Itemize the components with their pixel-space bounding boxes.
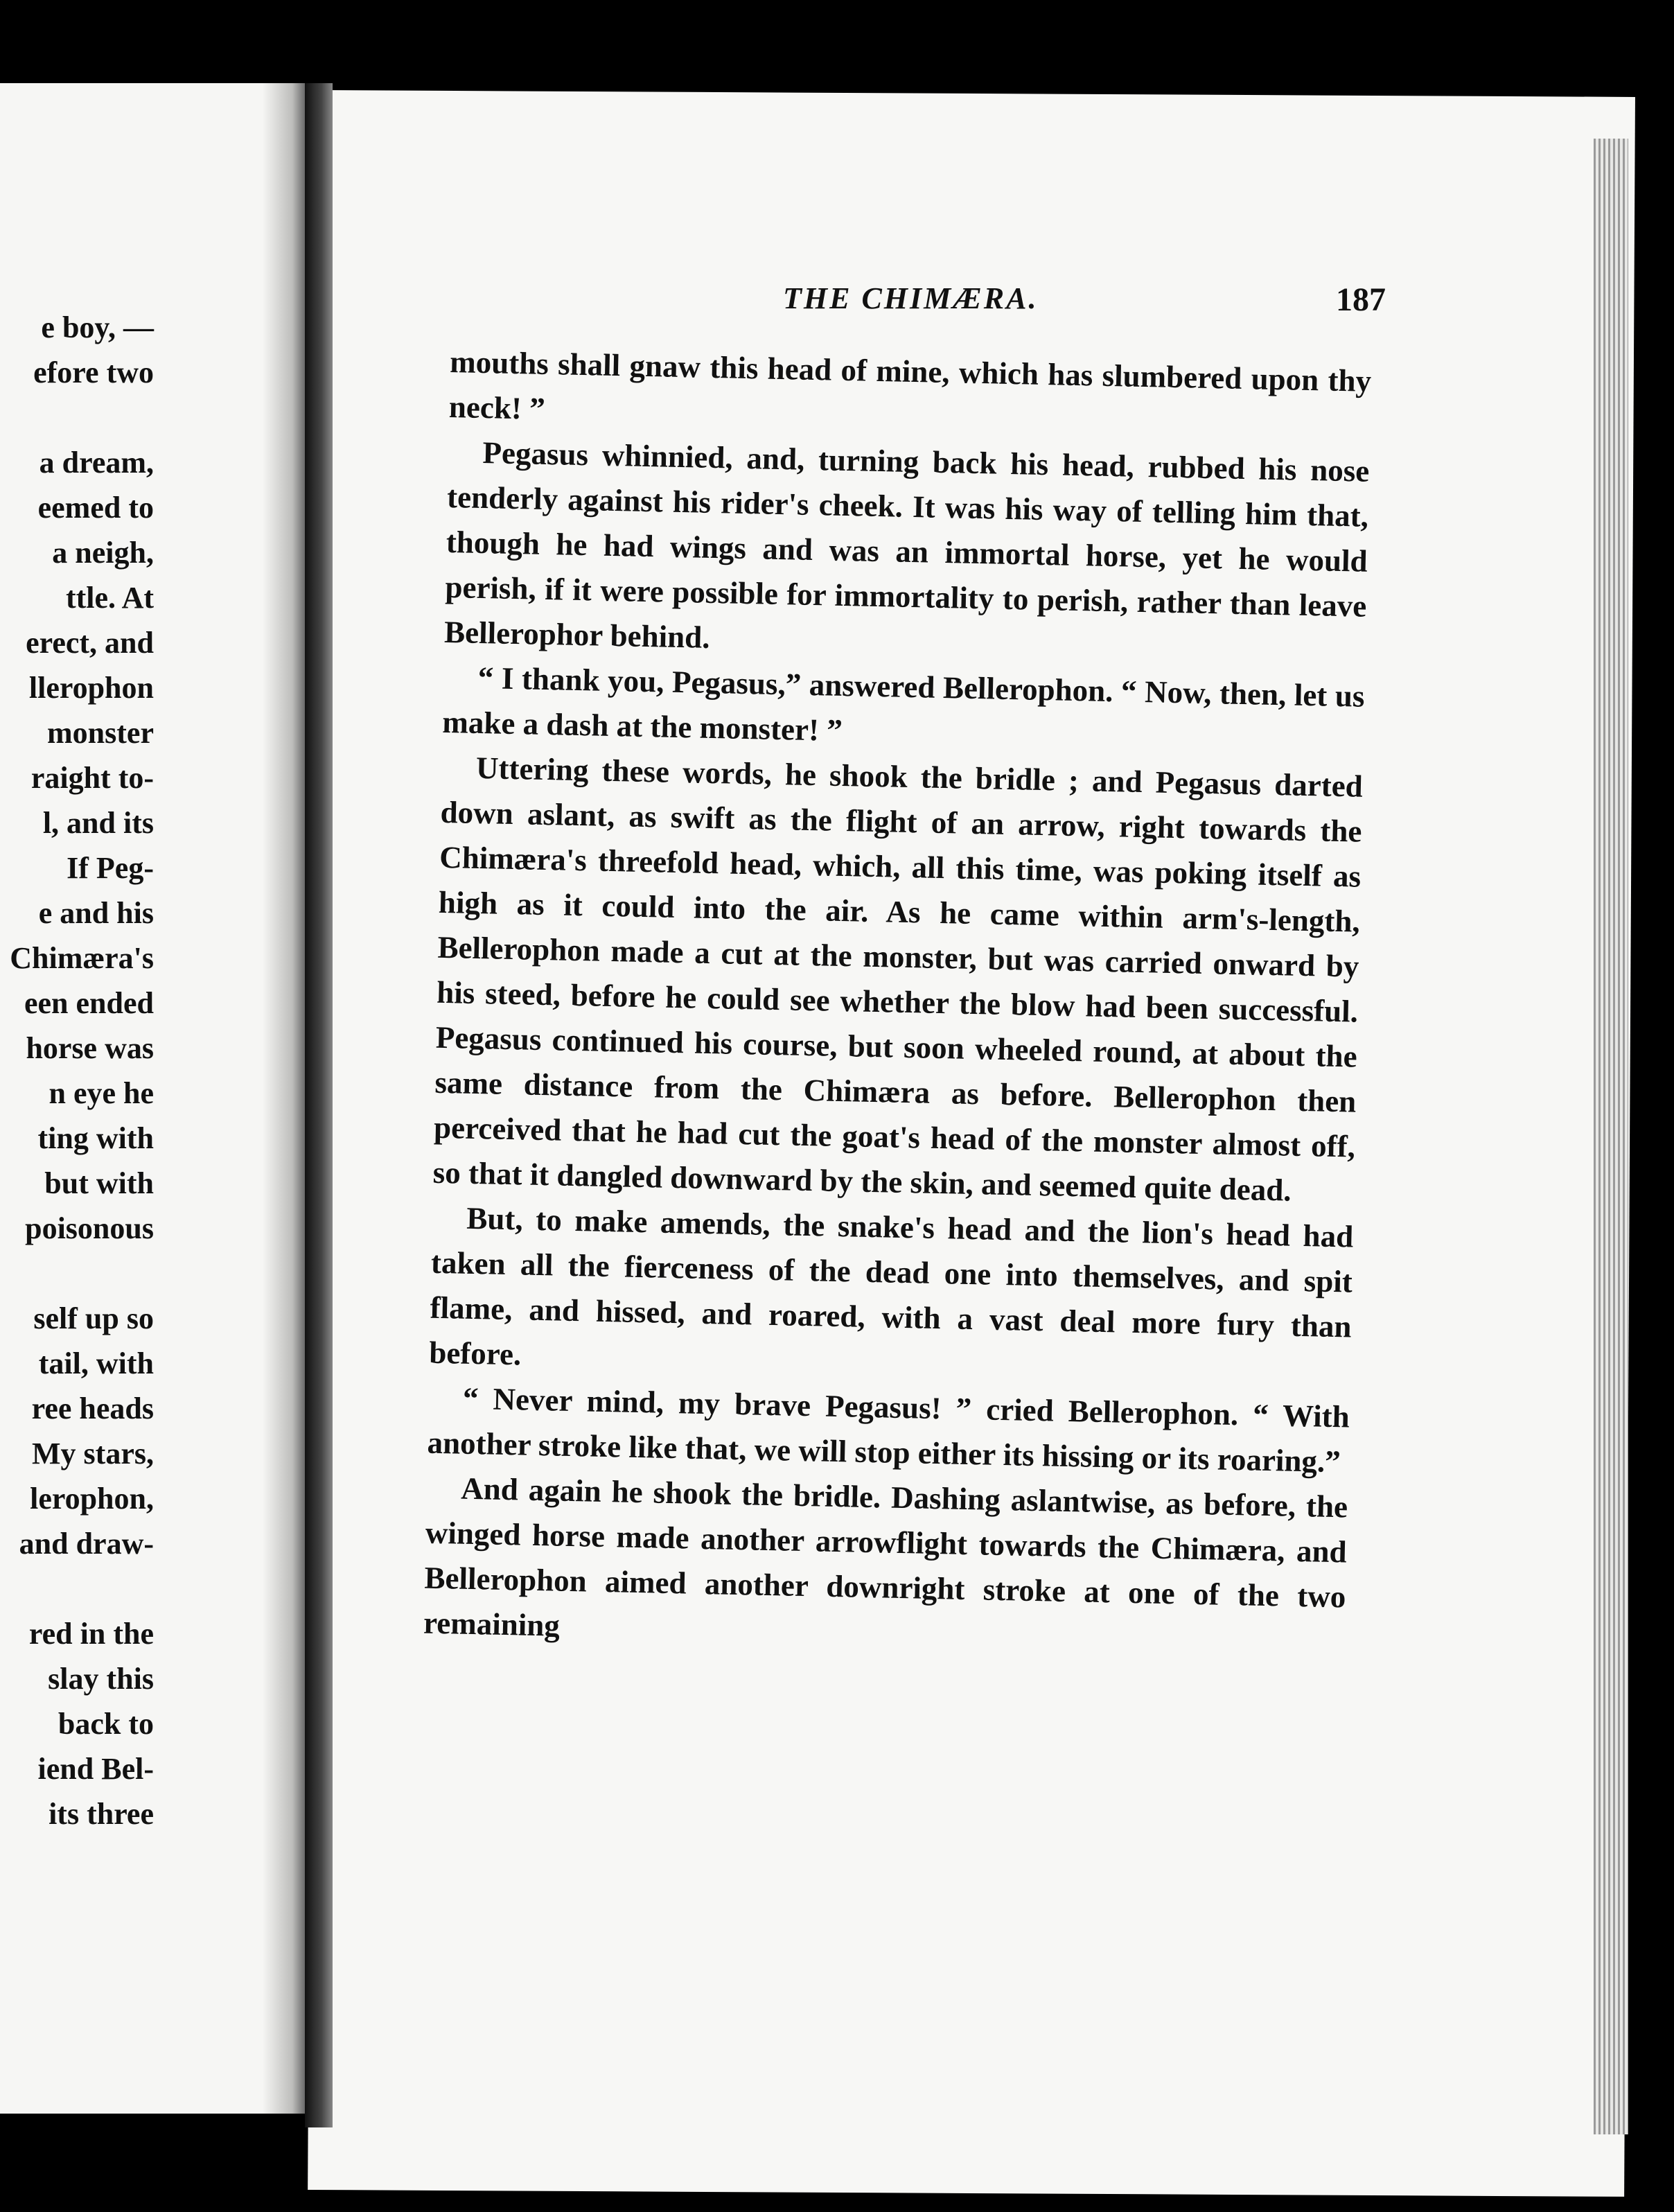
running-title: THE CHIMÆRA. [783,281,1039,315]
left-page-line: n eye he [49,1076,154,1110]
left-page-line: Chimæra's [10,941,154,975]
left-page-line: e and his [38,896,154,930]
page-number: 187 [1336,281,1386,318]
left-page-line: tail, with [38,1346,154,1380]
page-header [783,281,1386,316]
left-page-line: red in the [28,1617,154,1651]
paragraph: mouths shall gnaw this head of mine, which has slumbered upon thy neck! ” [448,344,1372,426]
body-text [423,340,1372,1665]
left-page-line: its three [49,1797,154,1831]
left-page-line: lerophon, [30,1482,154,1516]
paragraph: Pegasus whinnied, and, turning back his head, rubbed his nose tenderly against his rider's cheek. It was his way of telling him that, though he had wings and was an immortal horse, yet he would perish, if it were possible for immortality to perish, rather than leave Bellerophor behind. [443,435,1370,655]
left-page-line: self up so [33,1301,154,1335]
left-page-line: If Peg- [67,851,154,885]
book-spine-shadow [305,83,333,2127]
left-page-line: slay this [48,1662,154,1696]
left-page-line: monster [47,716,154,750]
left-page-line: ttle. At [65,581,154,615]
left-page-line: poisonous [25,1211,154,1245]
left-page-line: horse was [26,1031,154,1065]
page-block-edge [1594,139,1628,2134]
left-page-line: ree heads [31,1392,154,1425]
paragraph: Uttering these words, he shook the bridle ; and Pegasus darted down aslant, as swift as the flight of an arrow, right towards the Chimæra's threefold head, which, all this time, was poking itself as high as it could into the air. As he came within arm's-length, Bellerophon made a cut at the monster, but was carried onward by his steed, before he could see whether the blow had been successful. Pegasus continued his course, but soon wheeled round, at about the same distance from the Chimæra as before. Bellerophon then perceived that he had cut the goat's head of the monster almost off, so that it dangled downward by the skin, and seemed quite dead. [432,750,1364,1208]
left-page-line: erect, and [26,626,154,660]
left-page-line: My stars, [32,1437,154,1471]
left-page-gutter [263,83,305,2114]
left-page-line: but with [44,1166,154,1200]
paragraph: “ I thank you, Pegasus,” answered Bellerophon. “ Now, then, let us make a dash at the monster! ” [441,660,1366,748]
left-page-gap [0,1566,154,1611]
left-page-line: and draw- [19,1527,154,1561]
left-page-line: een ended [24,986,154,1020]
left-page-line: eemed to [37,491,154,525]
left-page-line: ting with [37,1121,154,1155]
left-page-line: l, and its [42,806,154,840]
left-page-line: llerophon [28,671,154,705]
left-page-line: efore two [33,356,154,389]
paragraph: But, to make amends, the snake's head and the lion's head had taken all the fierceness of the dead one into themselves, and spit flame, and hissed, and roared, with a vast deal more fury than before. [428,1200,1354,1372]
paragraph: “ Never mind, my brave Pegasus! ” cried Bellerophon. “ With another stroke like that, we will stop either its hissing or its roaring.” [427,1380,1350,1480]
left-page-line: e boy, — [41,310,154,344]
left-page-line: a dream, [39,446,154,480]
left-page-gap [0,395,154,440]
left-page-gap [0,1251,154,1296]
left-page-text [0,305,154,1836]
paragraph: And again he shook the bridle. Dashing aslantwise, as before, the winged horse made another arrowflight towards the Chimæra, and Bellerophon aimed another downright stroke at one of the two remaining [423,1471,1348,1643]
left-page-line: a neigh, [52,536,154,570]
left-page-line: back to [58,1707,154,1741]
left-page-line: iend Bel- [37,1752,154,1786]
left-page-line: raight to- [30,761,154,795]
